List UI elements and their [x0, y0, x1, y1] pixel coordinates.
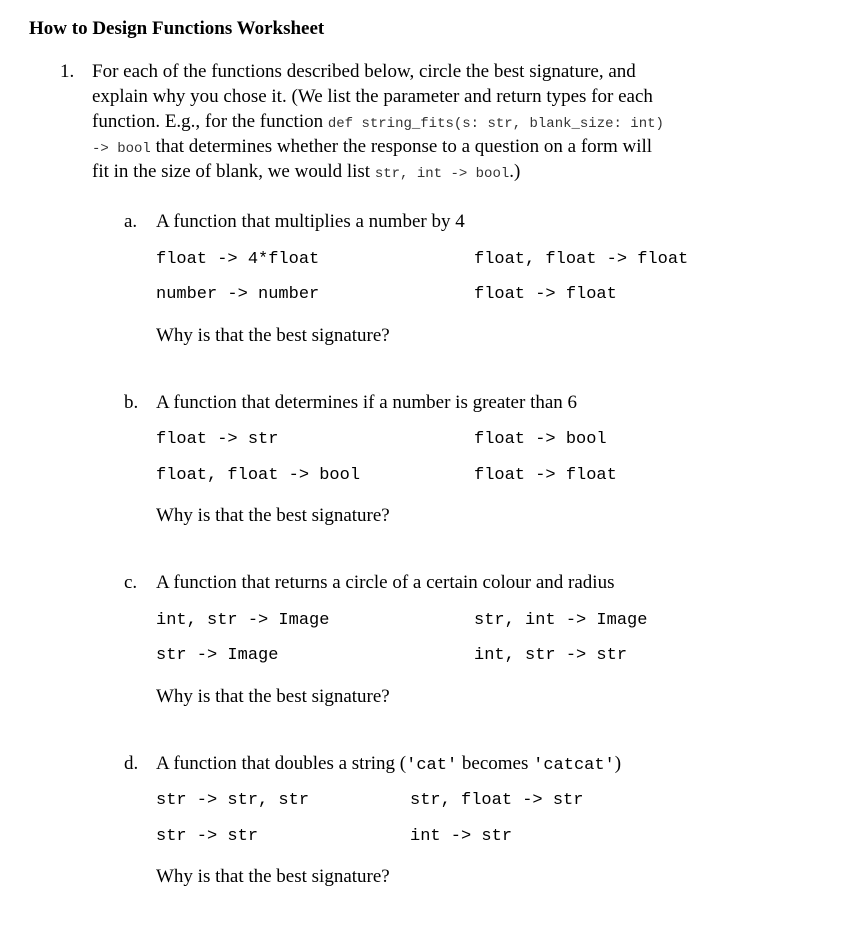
example-type-list-code: str, int -> bool [374, 166, 510, 182]
part-a-description: A function that multiplies a number by 4 [156, 211, 465, 232]
part-a-option-4[interactable]: float -> float [474, 285, 617, 304]
part-b-why-prompt: Why is that the best signature? [156, 505, 390, 526]
question-line-3-text: function. E.g., for the function [92, 111, 328, 132]
part-c-option-1[interactable]: int, str -> Image [156, 611, 330, 630]
part-a-letter: a. [124, 211, 138, 232]
part-b-description: A function that determines if a number is greater than 6 [156, 392, 578, 413]
example-return-code: -> bool [92, 141, 151, 157]
page-title: How to Design Functions Worksheet [29, 18, 325, 39]
part-d-description-pre: A function that doubles a string ( [156, 753, 407, 774]
part-d-why-prompt: Why is that the best signature? [156, 866, 390, 887]
part-c-option-4[interactable]: int, str -> str [474, 646, 628, 665]
part-d-letter: d. [124, 753, 139, 774]
part-c-option-2[interactable]: str, int -> Image [474, 611, 648, 630]
part-b-option-4[interactable]: float -> float [474, 466, 617, 485]
question-line-5-text: fit in the size of blank, we would list [92, 161, 375, 182]
part-a-option-3[interactable]: number -> number [156, 285, 320, 304]
part-d-option-2[interactable]: str, float -> str [410, 791, 584, 810]
part-c-description: A function that returns a circle of a certain colour and radius [156, 572, 615, 593]
question-line-1: For each of the functions described below, circle the best signature, and [92, 61, 636, 82]
part-d-option-1[interactable]: str -> str, str [156, 791, 310, 810]
part-d-description-post: ) [614, 753, 622, 774]
part-b-letter: b. [124, 392, 139, 413]
part-d-description-mid: becomes [457, 753, 534, 774]
example-signature-code: def string_fits(s: str, blank_size: int) [327, 116, 664, 132]
part-b-option-1[interactable]: float -> str [156, 430, 279, 449]
part-d-description [156, 753, 621, 775]
question-line-2: explain why you chose it. (We list the parameter and return types for each [92, 86, 653, 107]
question-line-4-text: that determines whether the response to a question on a form will [150, 136, 653, 157]
part-c-why-prompt: Why is that the best signature? [156, 686, 390, 707]
part-c-letter: c. [124, 572, 138, 593]
part-d-example-output: 'catcat' [533, 756, 615, 775]
part-d-example-input: 'cat' [406, 756, 458, 775]
question-line-5 [92, 161, 520, 183]
part-c-option-3[interactable]: str -> Image [156, 646, 279, 665]
part-a-option-1[interactable]: float -> 4*float [156, 250, 320, 269]
part-b-option-2[interactable]: float -> bool [474, 430, 607, 449]
part-d-option-4[interactable]: int -> str [410, 827, 513, 846]
part-d-option-3[interactable]: str -> str [156, 827, 259, 846]
question-line-3 [92, 111, 664, 133]
question-number: 1. [60, 61, 75, 82]
part-b-option-3[interactable]: float, float -> bool [156, 466, 361, 485]
part-a-why-prompt: Why is that the best signature? [156, 325, 390, 346]
question-line-4 [92, 136, 652, 158]
part-a-option-2[interactable]: float, float -> float [474, 250, 689, 269]
question-line-5-end: .) [509, 161, 521, 182]
